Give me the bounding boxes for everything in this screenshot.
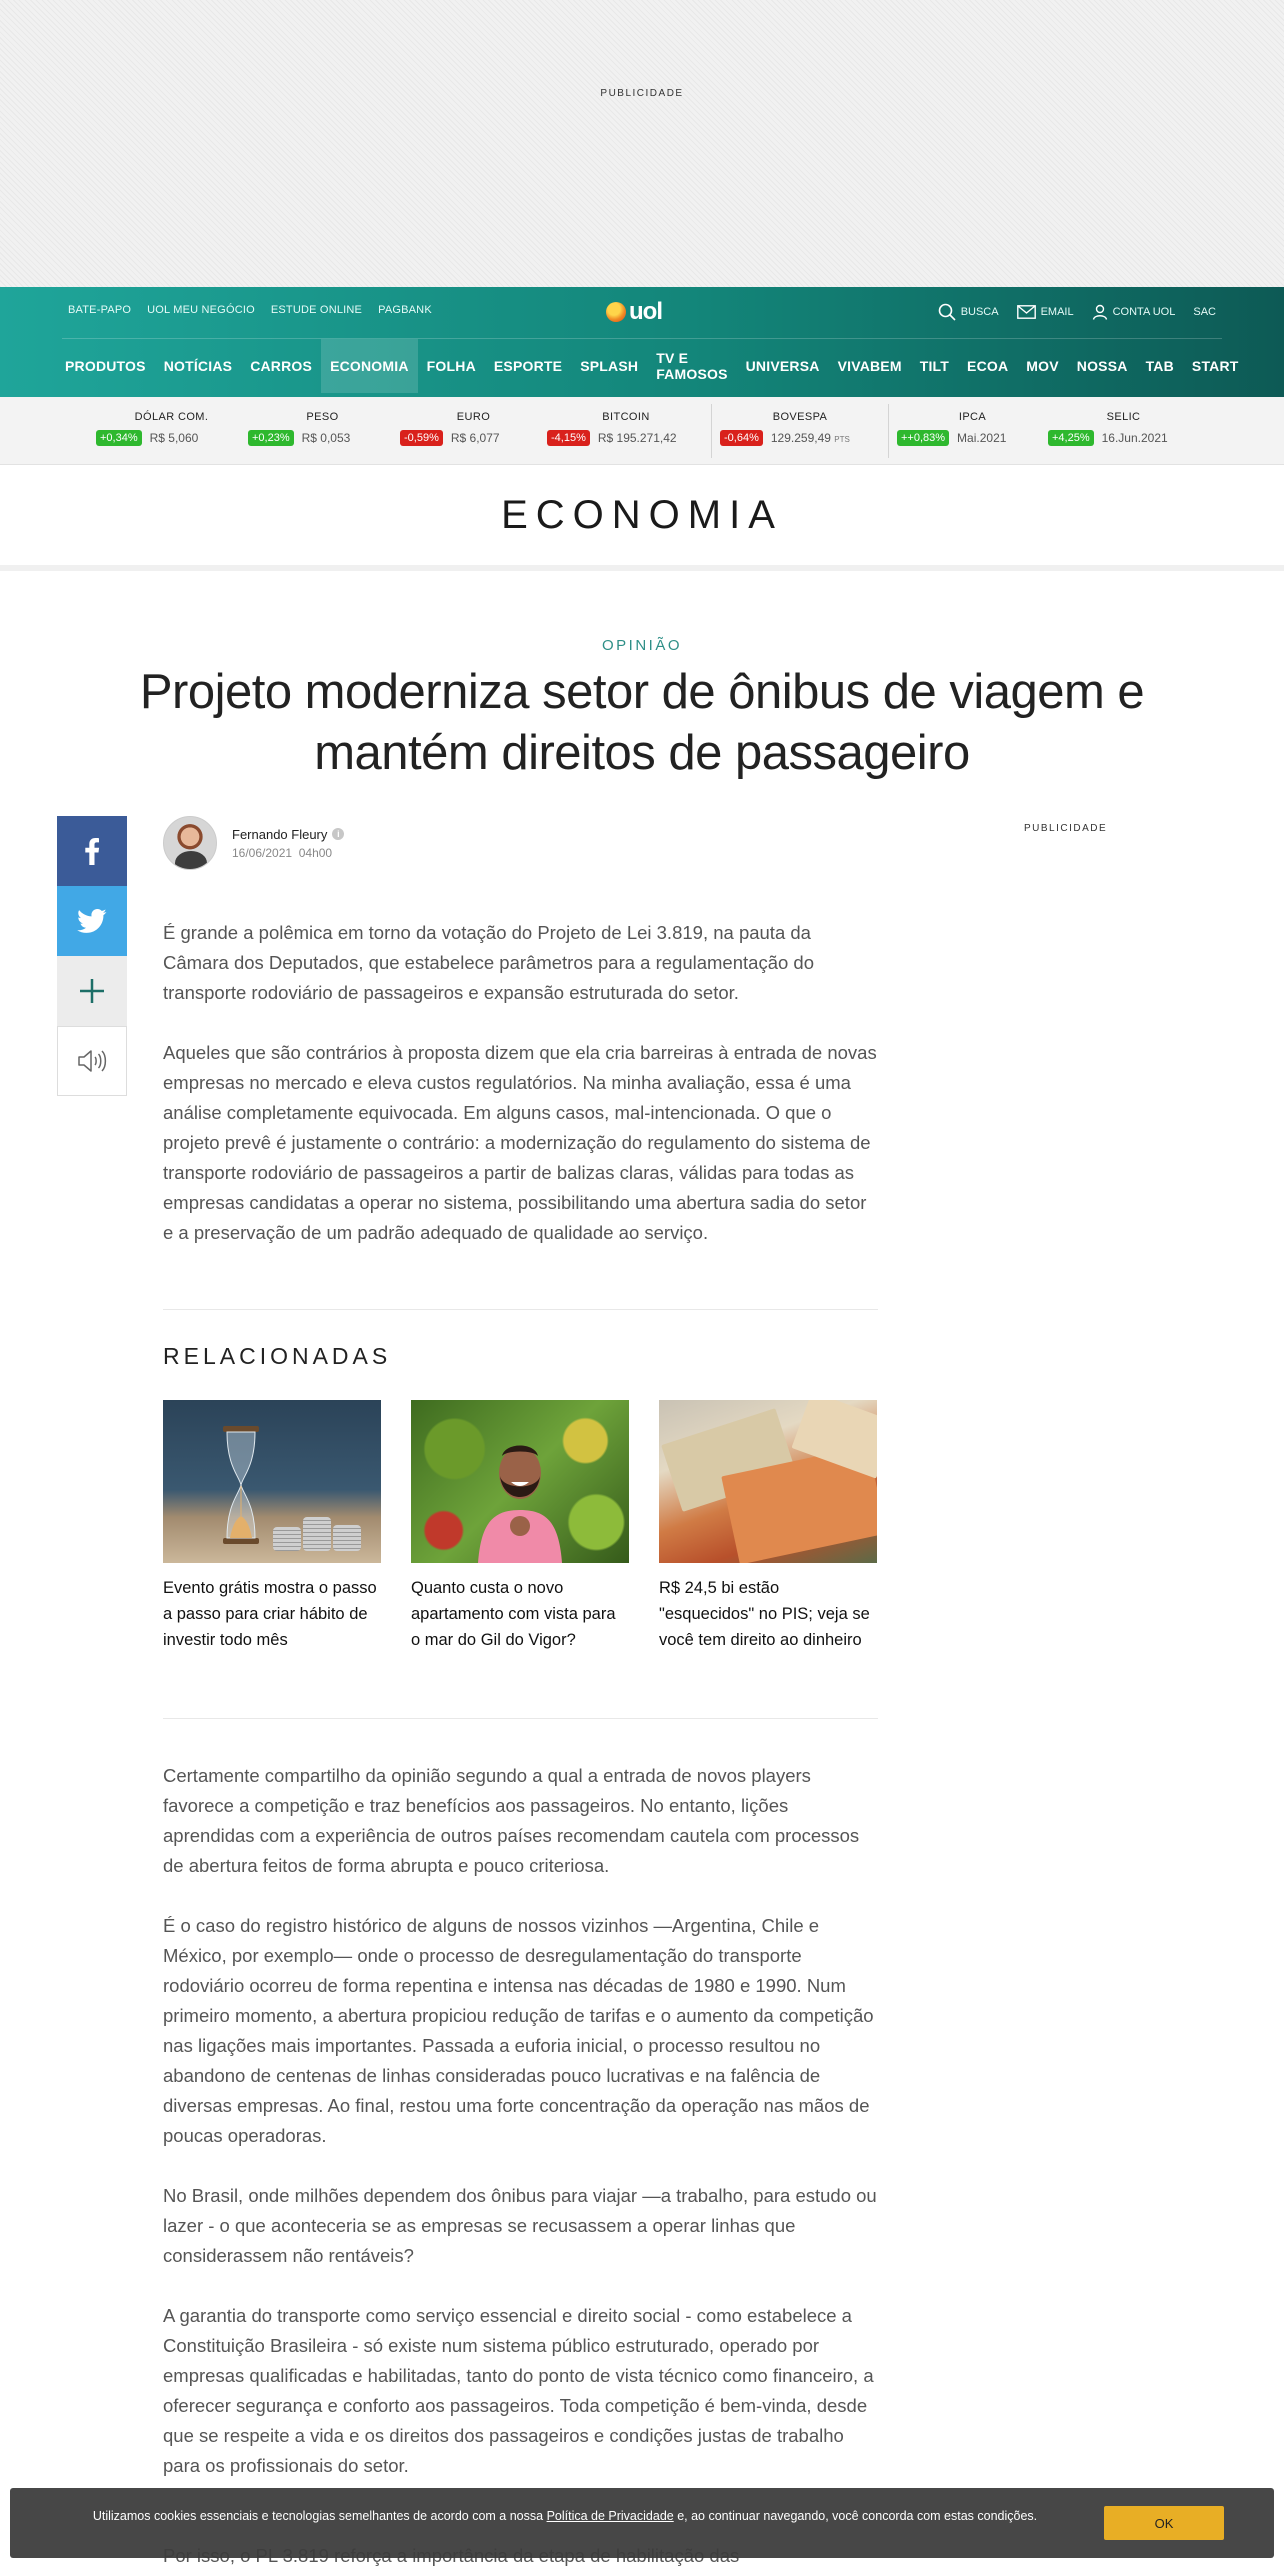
article-paragraph: É o caso do registro histórico de alguns de nossos vizinhos —Argentina, Chile e México, por exemplo— onde o processo de desregulamentação do transporte rodoviário ocorreu de forma repentina e intensa nas décadas de 1980 e 1990. Num primeiro momento, a abertura propiciou redução de tarifas e o aumento da competição nas ligações mais importantes. Passada a euforia inicial, o processo resultou no abandono de centenas de linhas consideradas pouco lucrativas e na falência de diversas empresas. Ao final, restou uma forte concentração da operação nas mãos de poucas operadoras. [163, 1915, 874, 2146]
author-block [163, 816, 344, 870]
nav-item-splash[interactable]: SPLASH [580, 358, 639, 374]
section-title[interactable]: ECONOMIA [501, 493, 783, 537]
nav-item-economia[interactable]: ECONOMIA [321, 339, 418, 393]
ticker-item-euro[interactable] [398, 397, 549, 464]
article-paragraph: Aqueles que são contrários à proposta dizem que ela cria barreiras à entrada de novas empresas no mercado e eleva custos regulatórios. Na minha avaliação, essa é uma análise completamente equivocada. Em alguns casos, mal-intencionada. O que o projeto prevê é justamente o contrário: a modernização do regulamento do sistema de transporte rodoviário de passageiros a partir de balizas claras, válidas para todas as empresas candidatas a operar no sistema, possibilitando uma abertura sadia do setor e a preservação de um padrão adequado de qualidade ao serviço. [163, 1042, 877, 1243]
ticker-value: R$ 0,053 [301, 431, 351, 445]
top-link-pagbank[interactable]: PAGBANK [378, 304, 432, 316]
search-icon [938, 303, 956, 321]
ticker-change: +0,34% [96, 430, 142, 446]
ticker-change: +0,23% [248, 430, 294, 446]
ticker-name: BITCOIN [602, 411, 650, 423]
related-title: RELACIONADAS [163, 1343, 392, 1369]
ticker-item-peso[interactable] [247, 397, 398, 464]
ticker-name: IPCA [958, 411, 987, 423]
article-headline: Projeto moderniza setor de ônibus de viagem e mantém direitos de passageiro [139, 665, 1145, 780]
top-bar [0, 287, 1284, 337]
ticker-value: R$ 195.271,42 [597, 431, 677, 445]
listen-audio-button[interactable] [57, 1026, 127, 1096]
market-ticker [0, 397, 1284, 465]
coin-stack [333, 1525, 361, 1551]
side-ad-label: PUBLICIDADE [1024, 823, 1108, 834]
related-image-gil-do-vigor[interactable] [411, 1400, 629, 1563]
nav-item-tab[interactable]: TAB [1145, 358, 1174, 374]
related-card[interactable] [659, 1400, 877, 1653]
coin-stack [303, 1517, 331, 1551]
article-paragraph: No Brasil, onde milhões dependem dos ônibus para viajar —a trabalho, para estudo ou lazer - o que aconteceria se as empresas se recusassem a operar linhas que considerassem não rentáveis? [163, 2185, 877, 2266]
nav-item-vivabem[interactable]: VIVABEM [837, 358, 902, 374]
sac-label: SAC [1193, 306, 1216, 318]
email-button[interactable] [1017, 305, 1074, 319]
nav-item-tv-e-famosos[interactable]: TV E FAMOSOS [656, 350, 728, 382]
ticker-change: ++0,83% [897, 430, 949, 446]
author-name[interactable]: Fernando Fleury [232, 826, 328, 842]
article-date [232, 846, 344, 860]
cookie-text-after: e, ao continuar navegando, você concorda com estas condições. [677, 2509, 1038, 2523]
nav-item-tilt[interactable]: TILT [919, 358, 950, 374]
ticker-item-dolar[interactable] [96, 397, 247, 464]
ticker-value [771, 431, 850, 445]
twitter-share-button[interactable] [57, 886, 127, 956]
ticker-name: SELIC [1106, 411, 1141, 423]
top-link-estude-online[interactable]: ESTUDE ONLINE [270, 304, 363, 316]
hourglass-icon [221, 1426, 261, 1544]
ticker-name: BOVESPA [772, 411, 828, 423]
nav-item-ecoa[interactable]: ECOA [967, 358, 1009, 374]
coin-stack [273, 1527, 301, 1551]
author-avatar[interactable] [163, 816, 217, 870]
top-ad-banner[interactable] [0, 0, 1284, 287]
account-label: CONTA UOL [1112, 306, 1176, 318]
ticker-change: -4,15% [547, 430, 590, 446]
nav-item-start[interactable]: START [1191, 358, 1239, 374]
plus-icon [78, 977, 106, 1005]
section-header [0, 465, 1284, 571]
ticker-item-selic[interactable] [1048, 397, 1199, 464]
speaker-icon [77, 1048, 107, 1074]
ticker-value-number: 129.259,49 [770, 431, 831, 445]
top-actions [938, 303, 1216, 321]
related-card[interactable] [163, 1400, 381, 1653]
cookie-banner [10, 2488, 1274, 2558]
ticker-change: -0,59% [400, 430, 443, 446]
user-icon [1092, 304, 1108, 320]
facebook-share-button[interactable] [57, 816, 127, 886]
related-caption[interactable]: Quanto custa o novo apartamento com vista para o mar do Gil do Vigor? [411, 1579, 616, 1649]
cookie-text [70, 2508, 1060, 2525]
share-bar [57, 816, 127, 1096]
nav-item-carros[interactable]: CARROS [250, 358, 313, 374]
article-paragraph: É grande a polêmica em torno da votação do Projeto de Lei 3.819, na pauta da Câmara dos Deputados, que estabelece parâmetros para a regulamentação do transporte rodoviário de passageiros e expansão estruturada do setor. [163, 922, 814, 1003]
search-label: BUSCA [960, 306, 999, 318]
divider [163, 1309, 878, 1310]
related-caption[interactable]: R$ 24,5 bi estão "esquecidos" no PIS; veja se você tem direito ao dinheiro [659, 1579, 870, 1649]
more-share-button[interactable] [57, 956, 127, 1026]
ticker-change: +4,25% [1048, 430, 1094, 446]
article-paragraph: A garantia do transporte como serviço essencial e direito social - como estabelece a Constituição Brasileira - só existe num sistema público estruturado, operado por empresas qualificadas e habilitadas, tanto do ponto de vista técnico como financeiro, a oferecer segurança e conforto aos passageiros. Toda competição é bem-vinda, desde que se respeite a vida e os direitos dos passageiros e condições justas de trabalho para os profissionais do setor. [163, 2305, 874, 2476]
nav-item-produtos[interactable]: PRODUTOS [65, 358, 146, 374]
twitter-icon [77, 909, 107, 933]
privacy-policy-link[interactable]: Política de Privacidade [546, 2509, 674, 2523]
ticker-divider [888, 404, 889, 458]
ticker-value: R$ 6,077 [450, 431, 500, 445]
nav-item-nossa[interactable]: NOSSA [1076, 358, 1128, 374]
cookie-ok-button[interactable]: OK [1104, 2506, 1224, 2540]
search-button[interactable] [938, 303, 999, 321]
nav-item-folha[interactable]: FOLHA [426, 358, 476, 374]
site-header [0, 287, 1284, 397]
author-name-row [232, 827, 344, 842]
ticker-name: EURO [456, 411, 491, 423]
nav-item-noticias[interactable]: NOTÍCIAS [163, 358, 233, 374]
ticker-value: R$ 5,060 [149, 431, 199, 445]
email-icon [1017, 305, 1036, 319]
related-card[interactable] [411, 1400, 629, 1653]
article-time: 04h00 [298, 845, 333, 860]
ticker-item-ipca[interactable] [897, 397, 1048, 464]
info-icon[interactable]: i [332, 828, 344, 840]
ticker-value: Mai.2021 [957, 431, 1007, 445]
article-paragraph: Certamente compartilho da opinião segundo a qual a entrada de novos players favorece a competição e traz benefícios aos passageiros. No entanto, lições aprendidas com a experiência de outros países recomendam cautela com processos de abertura feitos de forma abrupta e pouco criteriosa. [163, 1765, 860, 1876]
ticker-item-bovespa[interactable] [720, 397, 880, 464]
sac-link[interactable] [1193, 306, 1216, 318]
ticker-item-bitcoin[interactable] [549, 397, 703, 464]
author-meta [232, 827, 344, 860]
logo-text: uol [629, 298, 662, 325]
related-caption[interactable]: Evento grátis mostra o passo a passo para criar hábito de investir todo mês [163, 1579, 377, 1649]
ticker-divider [711, 404, 712, 458]
uol-logo[interactable] [606, 300, 662, 324]
ticker-unit: PTS [834, 435, 850, 444]
ticker-name: DÓLAR COM. [134, 411, 209, 423]
related-image-hourglass[interactable] [163, 1400, 381, 1563]
article-kicker[interactable]: OPINIÃO [601, 637, 682, 654]
ticker-value: 16.Jun.2021 [1101, 431, 1168, 445]
logo-ball-icon [606, 302, 626, 322]
ticker-name: PESO [306, 411, 339, 423]
person-photo-icon [473, 1418, 567, 1563]
top-link-meu-negocio[interactable]: UOL MEU NEGÓCIO [147, 304, 255, 316]
nav-item-esporte[interactable]: ESPORTE [493, 358, 563, 374]
main-nav [56, 339, 1239, 393]
article-date-day: 16/06/2021 [232, 845, 293, 860]
facebook-icon [84, 837, 100, 865]
nav-item-universa[interactable]: UNIVERSA [745, 358, 820, 374]
top-links [68, 304, 432, 316]
top-link-bate-papo[interactable]: BATE-PAPO [68, 304, 132, 316]
email-label: EMAIL [1040, 306, 1074, 318]
account-button[interactable] [1092, 304, 1176, 320]
cookie-text-before: Utilizamos cookies essenciais e tecnologias semelhantes de acordo com a nossa [92, 2509, 544, 2523]
ticker-change: -0,64% [720, 430, 763, 446]
ad-label: PUBLICIDADE [600, 88, 684, 99]
divider [163, 1718, 878, 1719]
related-image-money[interactable] [659, 1400, 877, 1563]
nav-item-mov[interactable]: MOV [1026, 358, 1059, 374]
